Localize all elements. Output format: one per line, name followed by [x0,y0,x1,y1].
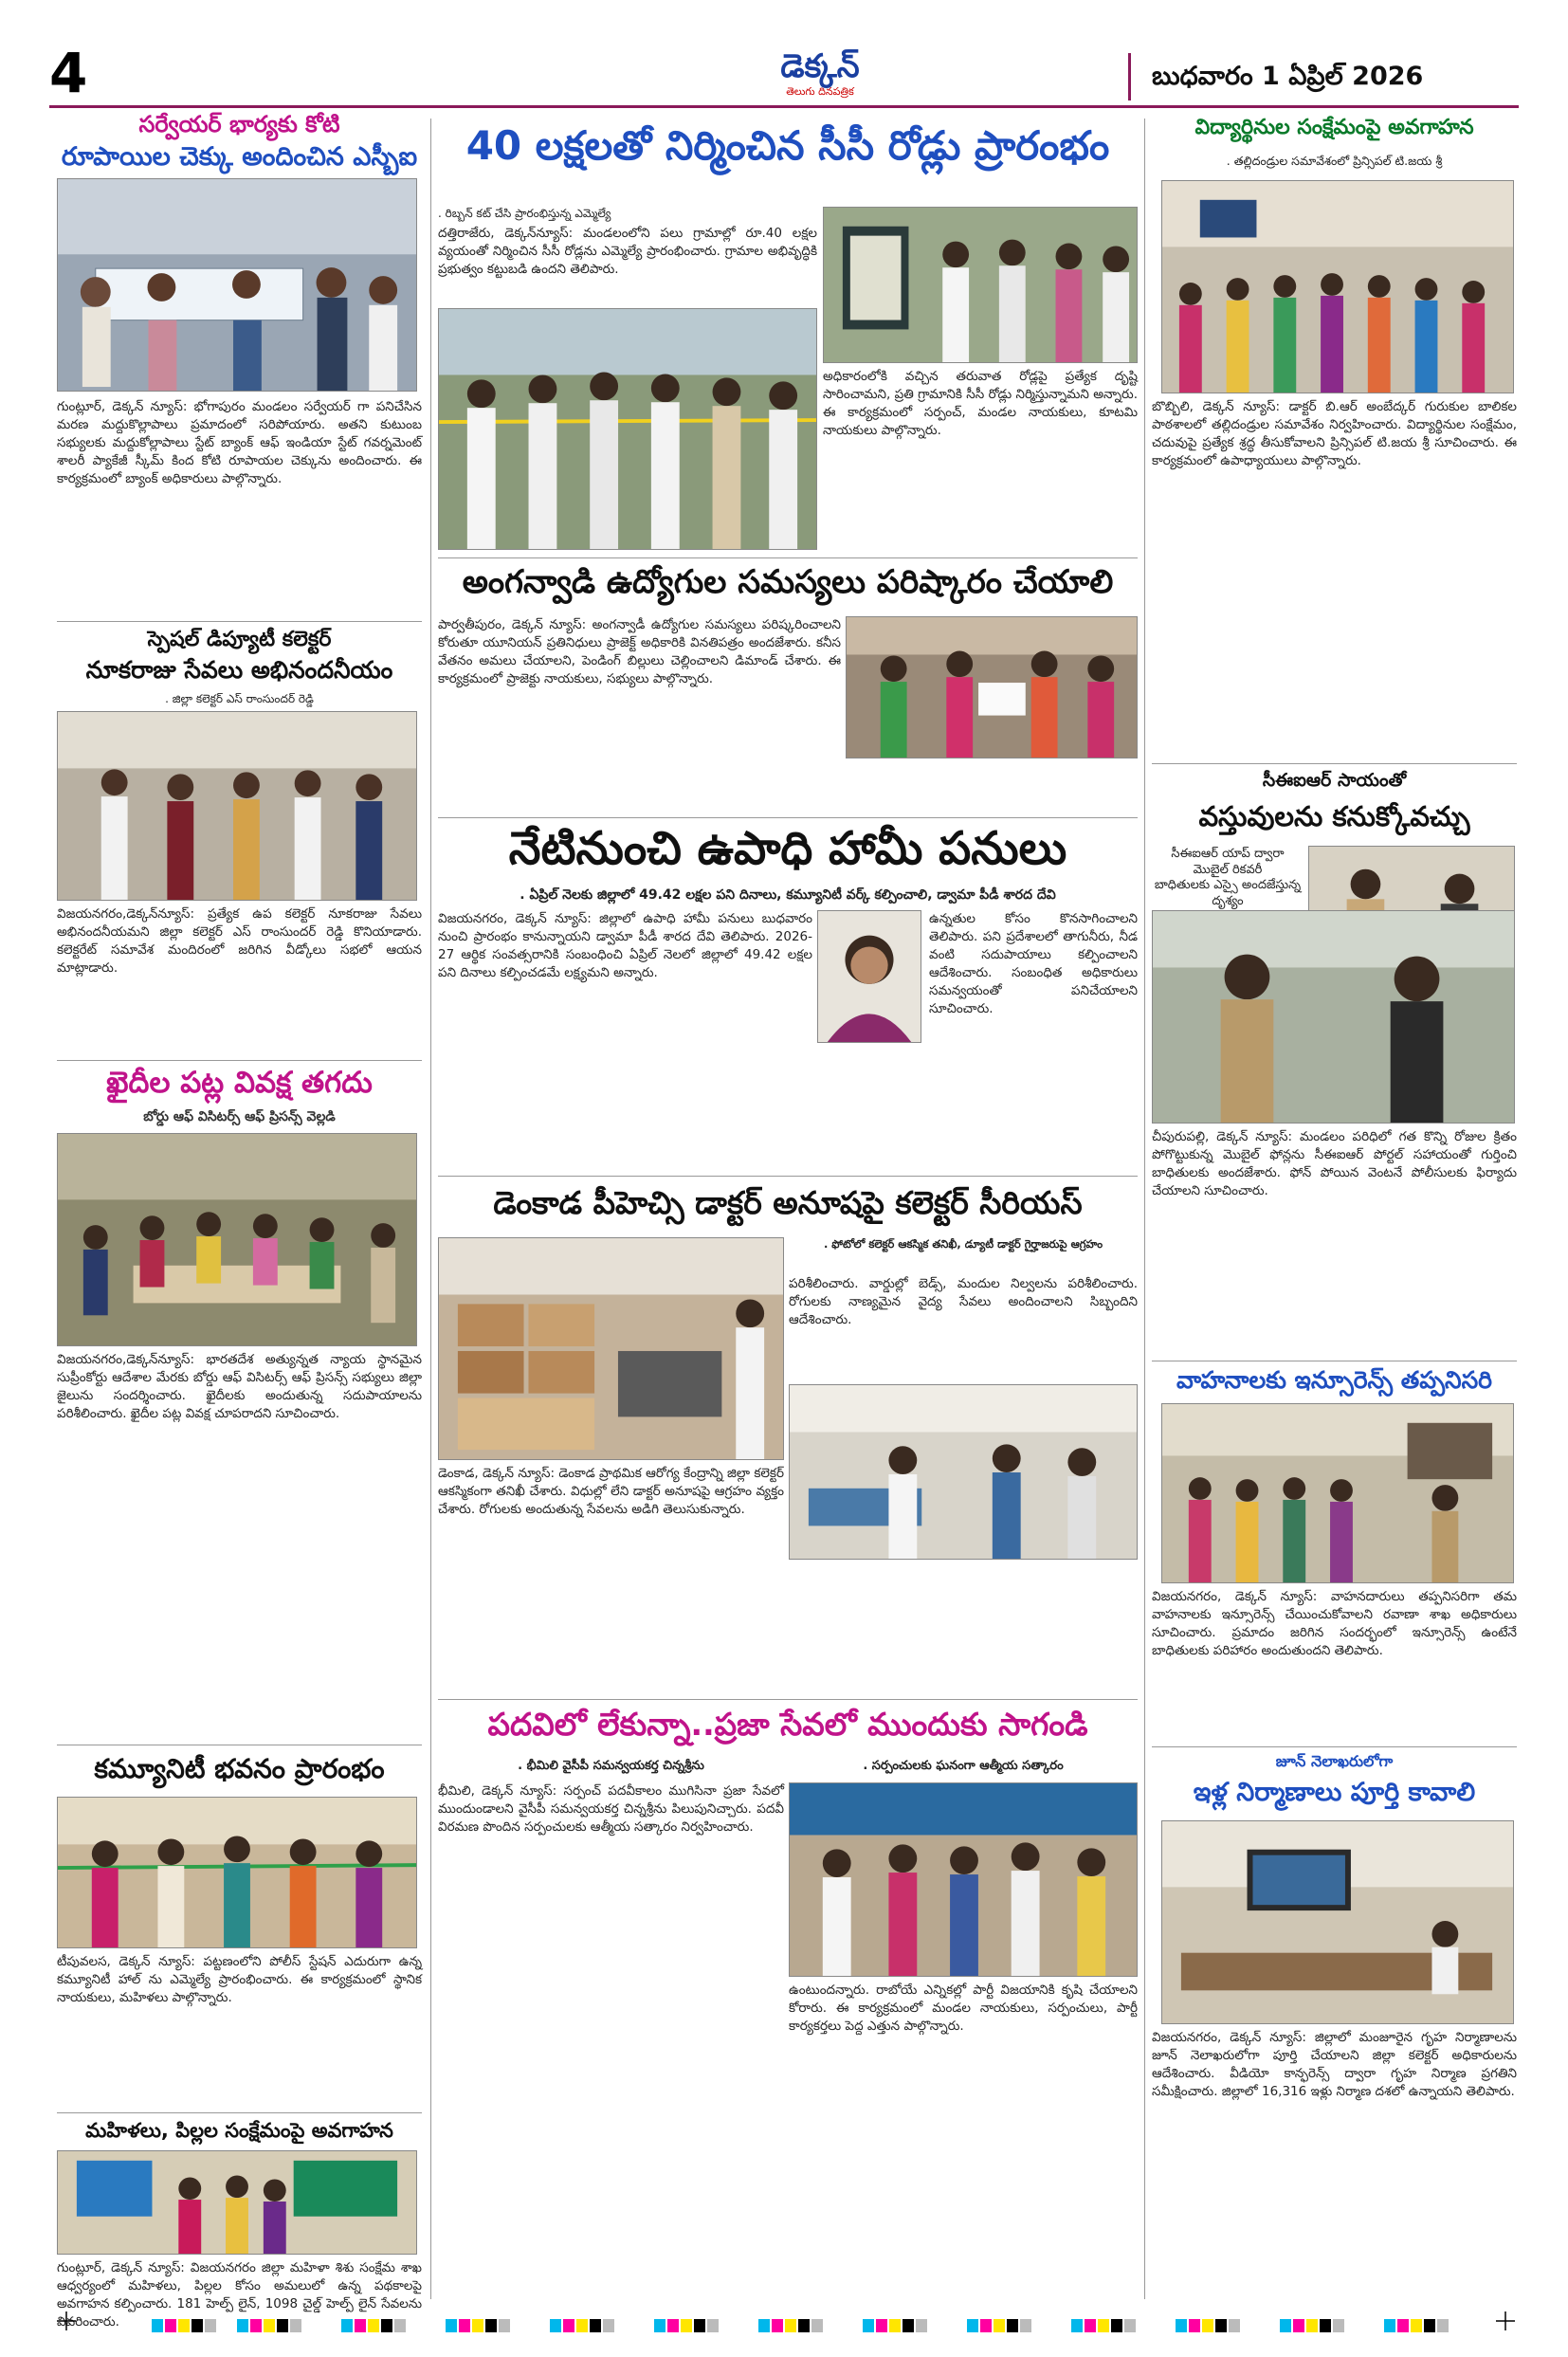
right-rule-1 [1152,763,1517,764]
color-bar-swatch [916,2319,927,2332]
center-story3-body-left: విజయనగరం, డెక్కన్ న్యూస్: జిల్లాలో ఉపాధి హామీ పనులు బుధవారం నుంచి ప్రారంభం కానున్నాయని డ్వామా పీడీ శారద దేవి తెలిపారు. 2026-27 ఆర్థిక సంవత్సరానికి సంబంధించి ఏప్రిల్ నెలలో జిల్లాలో 49.42 లక్షల పని దినాలు కల్పించడమే లక్ష్యమని అన్నారు. [438,911,812,980]
color-bar-swatch [603,2319,614,2332]
right-story2-photo-police [1152,910,1515,1124]
center-story3-kicker: . ఏప్రిల్ నెలకు జిల్లాలో 49.42 లక్షల పని దినాలు, కమ్యూనిటీ వర్క్ కల్పించాలి, డ్వామా పీడీ శారద దేవి [520,887,1056,903]
color-bar-swatch [576,2319,588,2332]
color-bar-swatch [980,2319,992,2332]
center-story4-body-left: డెంకాడ, డెక్కన్ న్యూస్: డెంకాడ ప్రాథమిక ఆరోగ్య కేంద్రాన్ని జిల్లా కలెక్టర్ ఆకస్మికంగా తనిఖీ చేశారు. విధుల్లో లేని డాక్టర్ అనూషపై ఆగ్రహం వ్యక్తం చేశారు. రోగులకు అందుతున్న సేవలను అడిగి తెలుసుకున్నారు. [438,1466,784,1517]
left-story1-headline-line1: సర్వేయర్ భార్యకు కోటి [138,111,340,137]
center-story1-headline: 40 లక్షలతో నిర్మించిన సీసీ రోడ్లు ప్రారంభం [465,122,1110,169]
color-bar-swatch [1333,2319,1344,2332]
left-story1-body: గుంట్లూర్, డెక్కన్ న్యూస్: భోగాపురం మండలం సర్వేయర్ గా పనిచేసిన మరణ మద్దుకొల్లాపాలు ప్రమాదంలో సరిపోయారు. అతని కుటుంబ సభ్యులకు మద్దుకోల్లాపాలు స్టేట్ బ్యాంక్ ఆఫ్ ఇండియా స్టేట్ గవర్నమెంట్ శాలరీ ప్యాకేజీ స్కీమ్ కింద కోటి రూపాయల చెక్కును అందించారు. ఈ కార్యక్రమంలో బ్యాంక్ అధికారులు పాల్గొన్నారు. [57,399,422,486]
color-bar-swatch [381,2319,392,2332]
right-story2-photo-caption-1: సీఈఐఆర్ యాప్ ద్వారా మొబైల్ రికవరీ [1171,847,1285,877]
center-story1-body-right: అధికారంలోకి వచ్చిన తరువాత రోడ్లపై ప్రత్యేక దృష్టి సారించామని, ప్రతి గ్రామానికి సీసీ రోడ్లు నిర్మిస్తున్నామని అన్నారు. ఈ కార్యక్రమంలో సర్పంచ్, మండల నాయకులు, కూటమి నాయకులు పాల్గొన్నారు. [823,369,1138,438]
center-story2-body: పార్వతీపురం, డెక్కన్ న్యూస్: అంగన్వాడీ ఉద్యోగుల సమస్యలు పరిష్కరించాలని కోరుతూ యూనియన్ ప్రతినిధులు ప్రాజెక్ట్ అధికారికి వినతిపత్రం అందజేశారు. కనీస వేతనం అమలు చేయాలని, పెండింగ్ బిల్లులు చెల్లించాలని డిమాండ్ చేశారు. ఈ కార్యక్రమంలో ప్రాజెక్టు నాయకులు, సభ్యులు పాల్గొన్నారు. [438,617,841,686]
color-bar-swatch [446,2319,457,2332]
right-story4-photo [1161,1820,1514,2024]
center-story5-kicker-right: . సర్పంచులకు ఘనంగా ఆత్మీయ సత్కారం [863,1759,1064,1773]
color-bar-swatch [499,2319,510,2332]
center-story4-photo-store [438,1237,784,1460]
left-story4-headline: కమ్యూనిటీ భవనం ప్రారంభం [94,1753,385,1784]
right-story2-body: చీపురుపల్లి, డెక్కన్ న్యూస్: మండలం పరిధిలో గత కొన్ని రోజుల క్రితం పోగొట్టుకున్న మొబైల్ ఫోన్లను సీఈఐఆర్ పోర్టల్ సహాయంతో గుర్తించి బాధితులకు అందజేశారు. ఫోన్ పోయిన వెంటనే పోలీసులకు ఫిర్యాదు చేయాలని సూచించారు. [1152,1129,1517,1198]
left-story2-headline-line2: నూకరాజు సేవలు అభినందనీయం [85,656,393,684]
color-bar-swatch [667,2319,679,2332]
color-bar-swatch [1085,2319,1096,2332]
color-bar-swatch [876,2319,887,2332]
center-story1-photo-ribbon [438,308,817,550]
color-bar-swatch [394,2319,406,2332]
registration-cross-icon-right [1496,2311,1515,2330]
left-story3-kicker: బోర్డు ఆఫ్ విసిటర్స్ ఆఫ్ ప్రిసన్స్ వెల్లడి [143,1109,336,1124]
right-story1-photo [1161,180,1514,393]
center-rule-1 [438,557,1138,558]
color-bar-swatch [1424,2319,1435,2332]
color-bar-swatch [205,2319,216,2332]
color-bar-swatch [1111,2319,1122,2332]
center-story4-body-right: పరిశీలించారు. వార్డుల్లో బెడ్స్, మందుల నిల్వలను పరిశీలించారు. రోగులకు నాణ్యమైన వైద్య సేవలు అందించాలని సిబ్బందిని ఆదేశించారు. [789,1276,1138,1327]
color-bar-swatch [1071,2319,1083,2332]
center-story3-headline: నేటినుంచి ఉపాధి హామీ పనులు [508,822,1067,875]
color-bar-swatch [772,2319,783,2332]
color-bar-swatch [1020,2319,1031,2332]
right-rule-3 [1152,1746,1517,1747]
color-bar-swatch [1384,2319,1395,2332]
left-story4-photo [57,1797,417,1948]
left-rule-4 [57,2112,422,2113]
center-story5-kicker-left: . భీమిలి వైసీపీ సమన్వయకర్త చిన్నశ్రీను [518,1759,704,1773]
color-bar-swatch [811,2319,823,2332]
color-bar-swatch [654,2319,665,2332]
logo-tagline: తెలుగు దినపత్రిక [786,85,854,98]
color-bar-swatch [590,2319,601,2332]
center-story3-body-right: ఉన్నతుల కోసం కొనసాగించాలని తెలిపారు. పని ప్రదేశాలలో తాగునీరు, నీడ వంటి సదుపాయాలు కల్పించాలని ఆదేశించారు. సంబంధిత అధికారులు సమన్వయంతో పనిచేయాలని సూచించారు. [929,911,1138,1016]
right-story1-photo-caption: . తల్లిదండ్రుల సమావేశంలో ప్రిన్సిపల్ టి.జయ శ్రీ [1226,154,1443,168]
color-bar-swatch [341,2319,353,2332]
center-story5-headline: పదవిలో లేకున్నా..ప్రజా సేవలో ముందుకు సాగండి [487,1706,1088,1743]
color-bar-swatch [903,2319,914,2332]
color-bar-swatch [863,2319,874,2332]
color-bar-swatch [1098,2319,1109,2332]
color-bar-swatch [472,2319,483,2332]
left-story2-body: విజయనగరం,డెక్కన్‌న్యూస్: ప్రత్యేక ఉప కలెక్టర్ నూకరాజు సేవలు అభినందనీయమని జిల్లా కలెక్టర్ ఎస్ రాంసుందర్ రెడ్డి కొనియాడారు. కలెక్టరేట్ సమావేశ మందిరంలో జరిగిన వీడ్కోలు సభలో ఆయన మాట్లాడారు. [57,906,422,976]
left-story3-headline: ఖైదీల పట్ల వివక్ష తగదు [106,1066,373,1100]
center-rule-2 [438,817,1138,818]
left-story4-body: టీపువలస, డెక్కన్ న్యూస్: పట్టణంలోని పోలీస్ స్టేషన్ ఎదురుగా ఉన్న కమ్యూనిటీ హాల్ ను ఎమ్మెల్యే ప్రారంభించారు. ఈ కార్యక్రమంలో స్థానిక నాయకులు, మహిళలు పాల్గొన్నారు. [57,1954,422,2005]
color-bar-swatch [785,2319,796,2332]
left-story3-photo [57,1133,417,1346]
color-bar-swatch [152,2319,163,2332]
color-bar-swatch [1215,2319,1227,2332]
color-bar-swatch [191,2319,203,2332]
right-story4-kicker: జూన్ నెలాఖరులోగా [1275,1752,1394,1770]
right-story3-body: విజయనగరం, డెక్కన్ న్యూస్: వాహనదారులు తప్పనిసరిగా తమ వాహనాలకు ఇన్సూరెన్స్ చేయించుకోవాలని రవాణా శాఖ అధికారులు సూచించారు. ప్రమాదం జరిగిన సందర్భంలో ఇన్సూరెన్స్ ఉంటేనే బాధితులకు పరిహారం అందుతుందని తెలిపారు. [1152,1589,1517,1658]
color-bar-swatch [1189,2319,1200,2332]
column-rule-right [1144,119,1145,2299]
color-bar-swatch [550,2319,561,2332]
right-story1-body: బొబ్బిలి, డెక్కన్ న్యూస్: డాక్టర్ బి.ఆర్ అంబేద్కర్ గురుకుల బాలికల పాఠశాలలో తల్లిదండ్రుల సమావేశం నిర్వహించారు. విద్యార్థినుల సంక్షేమం, చదువుపై ప్రత్యేక శ్రద్ధ తీసుకోవాలని ప్రిన్సిపల్ టి.జయ శ్రీ సూచించారు. ఈ కార్యక్రమంలో ఉపాధ్యాయులు పాల్గొన్నారు. [1152,399,1517,468]
left-story2-photo-caption: . జిల్లా కలెక్టర్ ఎస్ రాంసుందర్ రెడ్డి [165,692,314,705]
color-bar-swatch [1411,2319,1422,2332]
center-story1-photo-plaque [823,207,1138,363]
center-story2-photo [846,616,1138,758]
center-story1-body-left: దత్తిరాజేరు, డెక్కన్‌న్యూస్: మండలంలోని పలు గ్రామాల్లో రూ.40 లక్షల వ్యయంతో నిర్మించిన సీసీ రోడ్లను ఎమ్మెల్యే ప్రారంభించారు. గ్రామాల అభివృద్ధికి ప్రభుత్వం కట్టుబడి ఉందని తెలిపారు. [438,226,817,277]
color-bar-swatch [277,2319,288,2332]
color-bar-swatch [237,2319,248,2332]
registration-cross-icon [57,2311,76,2330]
color-bar-swatch [1306,2319,1318,2332]
color-bar-swatch [264,2319,275,2332]
center-story1-photo-caption: . రిబ్బన్ కట్ చేసి ప్రారంభిస్తున్న ఎమ్మెల్యే [438,207,611,220]
center-story4-headline: డెంకాడ పీహెచ్సి డాక్టర్ అనూషపై కలెక్టర్ సీరియస్ [493,1184,1083,1221]
color-bar-swatch [290,2319,301,2332]
left-story5-headline: మహిళలు, పిల్లల సంక్షేమంపై అవగాహన [85,2119,393,2142]
center-story5-body-left: భీమిలి, డెక్కన్ న్యూస్: సర్పంచ్ పదవీకాలం ముగిసినా ప్రజా సేవలో ముందుండాలని వైసీపీ సమన్వయకర్త చిన్నశ్రీను పిలుపునిచ్చారు. పదవీ విరమణ పొందిన సర్పంచులకు ఆత్మీయ సత్కారం నిర్వహించారు. [438,1783,784,1835]
color-bar-swatch [707,2319,719,2332]
color-bar-swatch [368,2319,379,2332]
color-bar-swatch [681,2319,692,2332]
color-bar-swatch [165,2319,176,2332]
right-story4-headline: ఇళ్ల నిర్మాణాలు పూర్తి కావాలి [1193,1778,1476,1807]
right-story2-kicker: సీఈఐఆర్ సాయంతో [1262,770,1407,791]
color-bar-swatch [355,2319,366,2332]
color-bar-swatch [1202,2319,1213,2332]
left-story5-body: గుంట్లూర్, డెక్కన్ న్యూస్: విజయనగరం జిల్లా మహిళా శిశు సంక్షేమ శాఖ ఆధ్వర్యంలో మహిళలు, పిల్లల కోసం అమలులో ఉన్న పథకాలపై అవగాహన కల్పించారు. 181 హెల్ప్ లైన్, 1098 చైల్డ్ హెల్ప్ లైన్ సేవలను వివరించారు. [57,2260,422,2330]
left-story1-headline-line2: రూపాయిల చెక్కు అందించిన ఎస్బీఐ [61,142,418,172]
page-number: 4 [49,41,88,105]
center-rule-3 [438,1176,1138,1177]
left-rule-1 [57,621,422,622]
center-story3-photo-pd [817,910,921,1043]
right-story1-headline: విద్యార్థినుల సంక్షేమంపై అవగాహన [1194,116,1474,139]
right-story3-photo [1161,1403,1514,1583]
left-story2-photo [57,711,417,901]
column-rule-left [430,119,431,2299]
left-story1-photo [57,178,417,392]
color-bar-swatch [178,2319,190,2332]
logo-text: డెక్కన్ [780,47,860,85]
color-bar-swatch [1320,2319,1331,2332]
right-story4-body: విజయనగరం, డెక్కన్ న్యూస్: జిల్లాలో మంజూరైన గృహ నిర్మాణాలను జూన్ నెలాఖరులోగా పూర్తి చేయాలని జిల్లా కలెక్టర్ అధికారులను ఆదేశించారు. వీడియో కాన్ఫరెన్స్ ద్వారా గృహ నిర్మాణ ప్రగతిని సమీక్షించారు. జిల్లాలో 16,316 ఇళ్లు నిర్మాణ దశలో ఉన్నాయని తెలిపారు. [1152,2030,1517,2099]
color-bar-swatch [1280,2319,1291,2332]
color-bar-swatch [485,2319,497,2332]
color-bar-swatch [758,2319,770,2332]
left-story5-photo [57,2150,417,2255]
center-story5-body-right: ఉంటుందన్నారు. రాబోయే ఎన్నికల్లో పార్టీ విజయానికి కృషి చేయాలని కోరారు. ఈ కార్యక్రమంలో మండల నాయకులు, సర్పంచులు, పార్టీ కార్యకర్తలు పెద్ద ఎత్తున పాల్గొన్నారు. [789,1982,1138,2034]
color-bar-swatch [563,2319,574,2332]
color-bar-swatch [889,2319,901,2332]
color-bar-swatch [1229,2319,1240,2332]
color-bar-swatch [1437,2319,1449,2332]
left-rule-2 [57,1060,422,1061]
color-bar-swatch [459,2319,470,2332]
color-bar-swatch [1293,2319,1304,2332]
right-story2-headline: వస్తువులను కనుక్కోవచ్చు [1198,800,1470,832]
left-story2-headline-line1: స్పెషల్ డిప్యూటీ కలెక్టర్ [147,628,332,651]
center-story5-photo [789,1782,1138,1977]
left-story3-body: విజయనగరం,డెక్కన్‌న్యూస్: భారతదేశ అత్యున్నత న్యాయ స్థానమైన సుప్రీంకోర్టు ఆదేశాల మేరకు బోర్డు ఆఫ్ విసిటర్స్ ఆఫ్ ప్రిసన్స్ సభ్యులు జిల్లా జైలును సందర్శించారు. ఖైదీలకు అందుతున్న సదుపాయాలను పరిశీలించారు. ఖైదీల పట్ల వివక్ష చూపరాదని సూచించారు. [57,1352,422,1421]
newspaper-logo [749,47,891,104]
color-bar-swatch [967,2319,978,2332]
color-bar-swatch [694,2319,705,2332]
center-story4-photo-ward [789,1384,1138,1560]
center-rule-4 [438,1699,1138,1700]
color-bar-swatch [1397,2319,1409,2332]
color-bar-swatch [1176,2319,1187,2332]
color-bar-swatch [994,2319,1005,2332]
center-story2-headline: అంగన్వాడి ఉద్యోగుల సమస్యలు పరిష్కారం చేయాలి [462,563,1114,601]
right-story2-photo-caption-2: బాధితులకు ఎస్సై అందజేస్తున్న దృశ్యం [1154,878,1302,908]
color-bar-swatch [798,2319,810,2332]
color-bar-swatch [250,2319,262,2332]
color-bar-swatch [1007,2319,1018,2332]
publication-date: బుధవారం 1 ఏప్రిల్ 2026 [1128,53,1517,100]
right-story3-headline: వాహనాలకు ఇన్సూరెన్స్ తప్పనిసరి [1176,1366,1492,1394]
center-story4-kicker: . ఫోటోలో కలెక్టర్ ఆకస్మిక తనిఖీ, డ్యూటీ డాక్టర్ గైర్హాజరుపై ఆగ్రహం [823,1237,1103,1251]
color-bar-swatch [1124,2319,1136,2332]
